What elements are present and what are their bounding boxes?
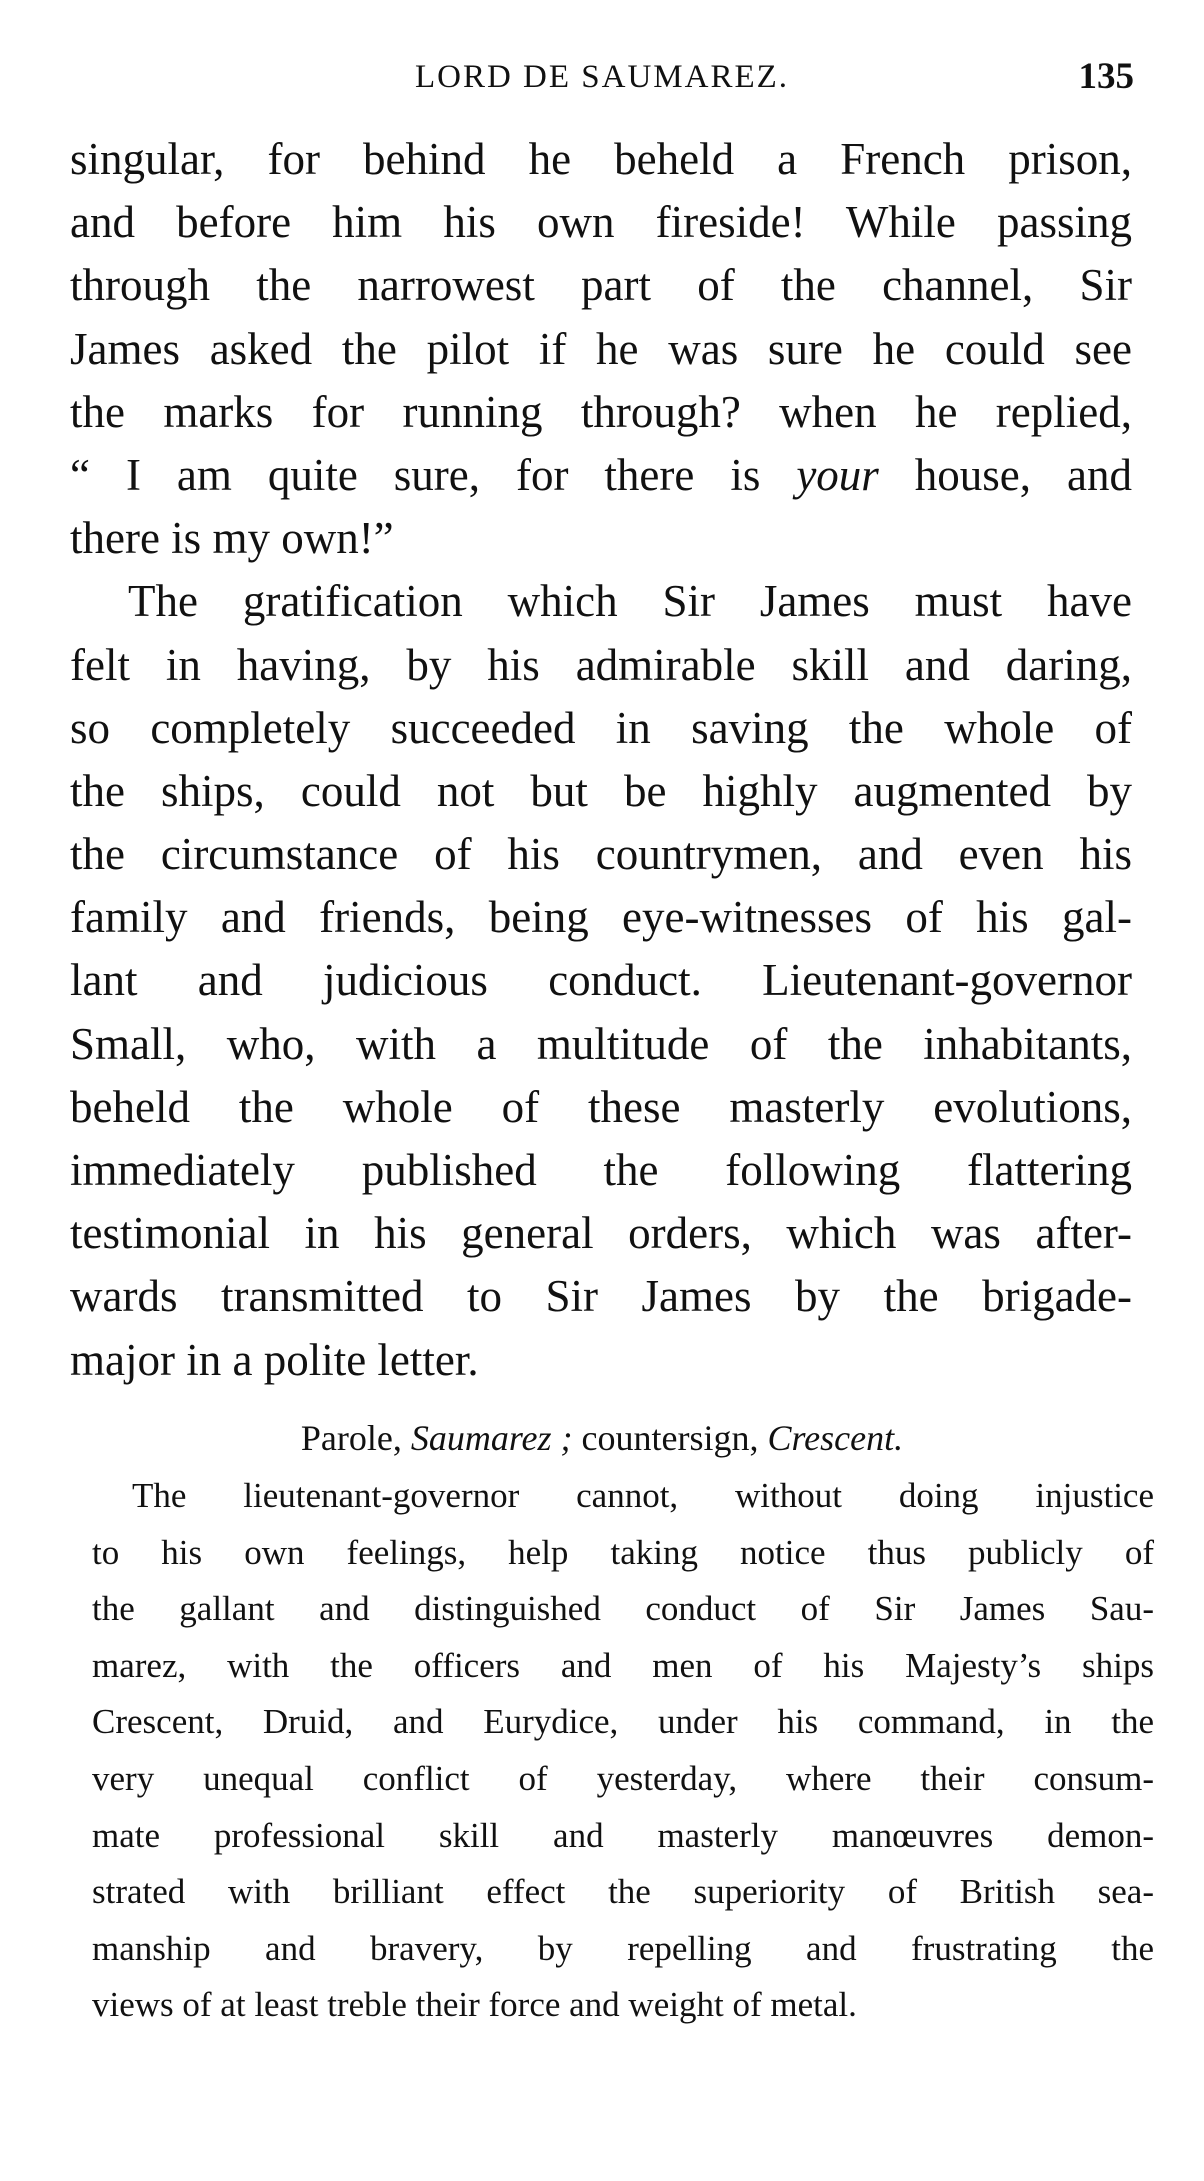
body-line: so completely succeeded in saving the whole of <box>70 702 1132 753</box>
running-head <box>70 52 1134 102</box>
body-line: family and friends, being eye-witnesses of his gal- <box>70 892 1132 943</box>
general-orders-text <box>92 1468 1154 2034</box>
orders-line: Crescent, Druid, and Eurydice, under his command, in the <box>92 1702 1154 1742</box>
body-line: James asked the pilot if he was sure he could see <box>70 323 1132 374</box>
orders-line: manship and bravery, by repelling and frustrating the <box>92 1928 1154 1968</box>
quote-start: “ I am quite sure, for there is <box>70 449 797 500</box>
countersign-value: Crescent. <box>767 1418 904 1458</box>
body-line: lant and judicious conduct. Lieutenant-governor <box>70 955 1132 1006</box>
orders-line: very unequal conflict of yesterday, where their consum- <box>92 1758 1154 1798</box>
body-line: beheld the whole of these masterly evolutions, <box>70 1081 1132 1132</box>
parole-label: Parole, <box>300 1418 411 1458</box>
body-line: singular, for behind he beheld a French prison, <box>70 134 1132 184</box>
orders-line: the gallant and distinguished conduct of Sir James Sau- <box>92 1589 1154 1629</box>
body-line: the ships, could not but be highly augmented by <box>70 765 1132 816</box>
body-line: felt in having, by his admirable skill and daring, <box>70 639 1132 690</box>
orders-line: strated with brilliant effect the superiority of British sea- <box>92 1872 1154 1912</box>
italic-your: your <box>796 449 879 500</box>
body-line: testimonial in his general orders, which was after- <box>70 1208 1132 1259</box>
countersign-label: countersign, <box>572 1418 768 1458</box>
page-number: 135 <box>1078 56 1134 97</box>
parole-line <box>0 1410 1204 1466</box>
body-line: major in a polite letter. <box>70 1334 479 1385</box>
body-line: through the narrowest part of the channel, Sir <box>70 260 1132 311</box>
body-line: immediately published the following flattering <box>70 1145 1132 1195</box>
body-line: wards transmitted to Sir James by the brigade- <box>70 1271 1132 1322</box>
orders-line: marez, with the officers and men of his Majesty’s ships <box>92 1645 1154 1685</box>
body-line: there is my own!” <box>70 513 394 564</box>
body-line <box>70 444 1132 507</box>
orders-line: The lieutenant-governor cannot, without doing injustice <box>132 1476 1154 1515</box>
body-text <box>70 128 1132 1392</box>
orders-line: to his own feelings, help taking notice thus publicly of <box>92 1532 1154 1572</box>
body-line: the circumstance of his countrymen, and even his <box>70 829 1132 880</box>
body-line: Small, who, with a multitude of the inhabitants, <box>70 1018 1132 1069</box>
body-line: and before him his own fireside! While passing <box>70 197 1132 248</box>
paragraph-start-line: The gratification which Sir James must have <box>128 576 1132 627</box>
running-title: LORD DE SAUMAREZ. <box>414 59 790 95</box>
body-line: the marks for running through? when he replied, <box>70 386 1132 437</box>
quote-end: house, and <box>878 449 1132 500</box>
parole-value: Saumarez ; <box>410 1418 573 1458</box>
orders-line: mate professional skill and masterly manœuvres demon- <box>92 1815 1154 1855</box>
orders-line: views of at least treble their force and weight of metal. <box>92 1985 857 2025</box>
